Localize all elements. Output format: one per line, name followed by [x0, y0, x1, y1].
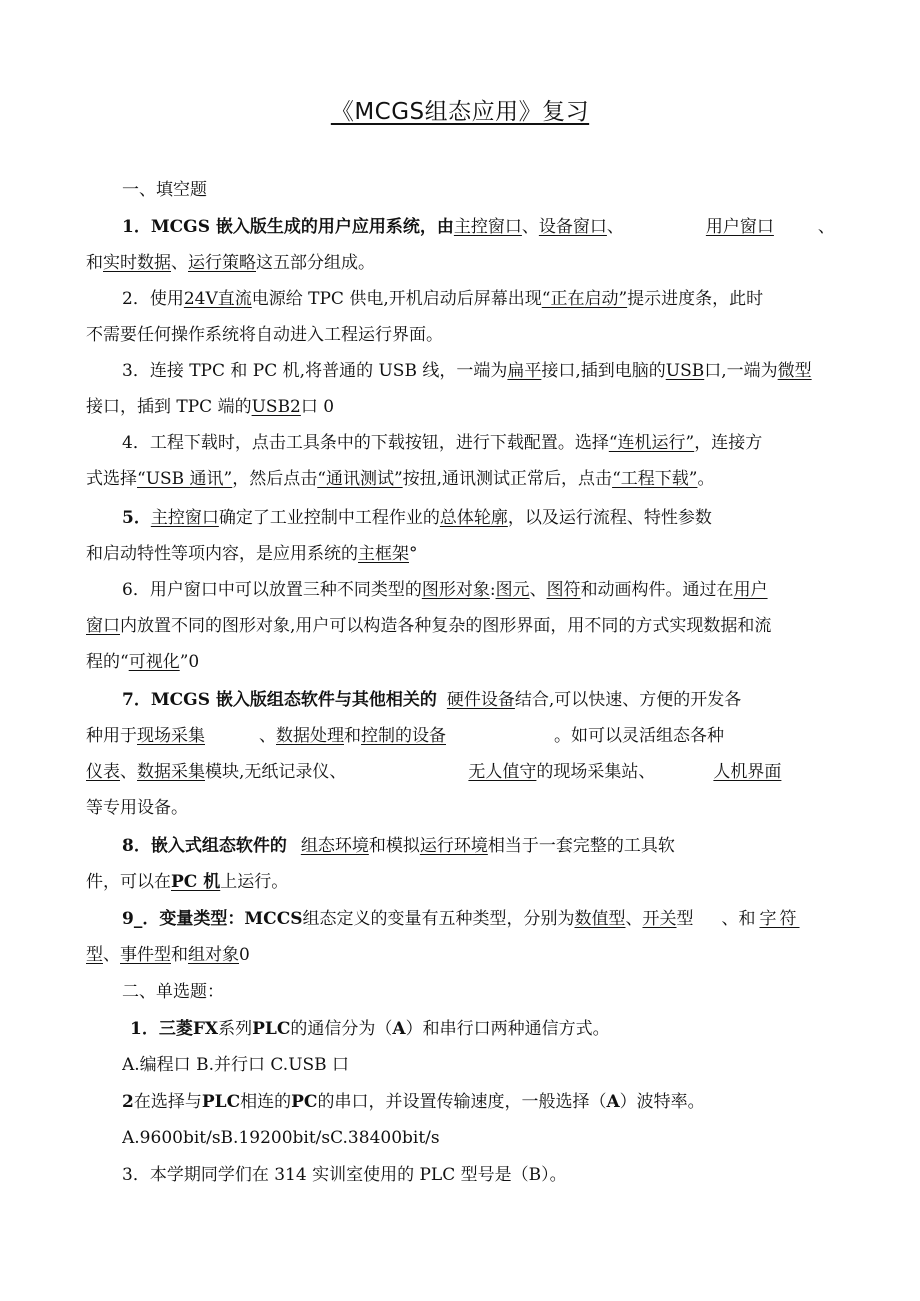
choice-question-1-options: A.编程口 B.并行口 C.USB 口: [122, 1055, 350, 1075]
question-5-line-1: 5．主控窗口确定了工业控制中工程作业的总体轮廓，以及运行流程、特性参数: [122, 508, 712, 528]
question-6-line-1: 6．用户窗口中可以放置三种不同类型的图形对象:图元、图符和动画构件。通过在用户: [122, 580, 768, 600]
question-9-line-1: 9_．变量类型：MCCS组态定义的变量有五种类型，分别为数值型、开关型 、和 字符: [122, 909, 800, 929]
choice-question-2-options: A.9600bit/sB.19200bit/sC.38400bit/s: [122, 1128, 440, 1148]
choice-question-2: 2在选择与PLC相连的PC的串口，并设置传输速度，一般选择（A）波特率。: [122, 1092, 705, 1112]
choice-question-1: 1．三菱FX系列PLC的通信分为（A）和串行口两种通信方式。: [130, 1019, 610, 1039]
question-1-line-2: 和实时数据、运行策略这五部分组成。: [86, 253, 375, 273]
choice-question-3: 3．本学期同学们在 314 实训室使用的 PLC 型号是（B）。: [122, 1165, 567, 1185]
question-2-line-1: 2．使用24V直流电源给 TPC 供电,开机启动后屏幕出现“正在启动”提示进度条，此时: [122, 289, 764, 309]
question-2-line-2: 不需要任何操作系统将自动进入工程运行界面。: [86, 325, 443, 345]
question-1-line-1: 1．MCGS 嵌入版生成的用户应用系统，由主控窗口、设备窗口、 用户窗口 、: [122, 217, 835, 237]
question-7-line-4: 等专用设备。: [86, 798, 188, 818]
question-9-line-2: 型、事件型和组对象0: [86, 945, 250, 965]
question-3-line-2: 接口，插到 TPC 端的USB2口 0: [86, 397, 335, 417]
question-7-line-1: 7．MCGS 嵌入版组态软件与其他相关的 硬件设备结合,可以快速、方便的开发各: [122, 690, 742, 710]
question-4-line-1: 4．工程下载时，点击工具条中的下载按钮，进行下载配置。选择“连机运行”，连接方: [122, 433, 763, 453]
section-heading-2: 二、单选题：: [122, 982, 224, 1002]
question-8-line-2: 件，可以在PC 机上运行。: [86, 872, 289, 892]
section-heading: 一、填空题: [122, 180, 207, 200]
question-8-line-1: 8．嵌入式组态软件的 组态环境和模拟运行环境相当于一套完整的工具软: [122, 836, 675, 856]
question-4-line-2: 式选择“USB 通讯”，然后点击“通讯测试”按扭,通讯测试正常后，点击“工程下载”。: [86, 469, 715, 489]
question-7-line-3: 仪表、数据采集模块,无纸记录仪、 无人值守的现场采集站、 人机界面: [86, 762, 782, 782]
question-5-line-2: 和启动特性等项内容，是应用系统的主框架°: [86, 544, 418, 564]
page-title: 《MCGS组态应用》复习: [330, 99, 590, 125]
question-6-line-3: 程的“可视化”0: [86, 652, 200, 672]
question-3-line-1: 3．连接 TPC 和 PC 机,将普通的 USB 线，一端为扁平接口,插到电脑的USB口,一端为微型: [122, 361, 812, 381]
question-6-line-2: 窗口内放置不同的图形对象,用户可以构造各种复杂的图形界面，用不同的方式实现数据和流: [86, 616, 772, 636]
question-7-line-2: 种用于现场采集 、数据处理和控制的设备 。如可以灵活组态各种: [86, 726, 724, 746]
